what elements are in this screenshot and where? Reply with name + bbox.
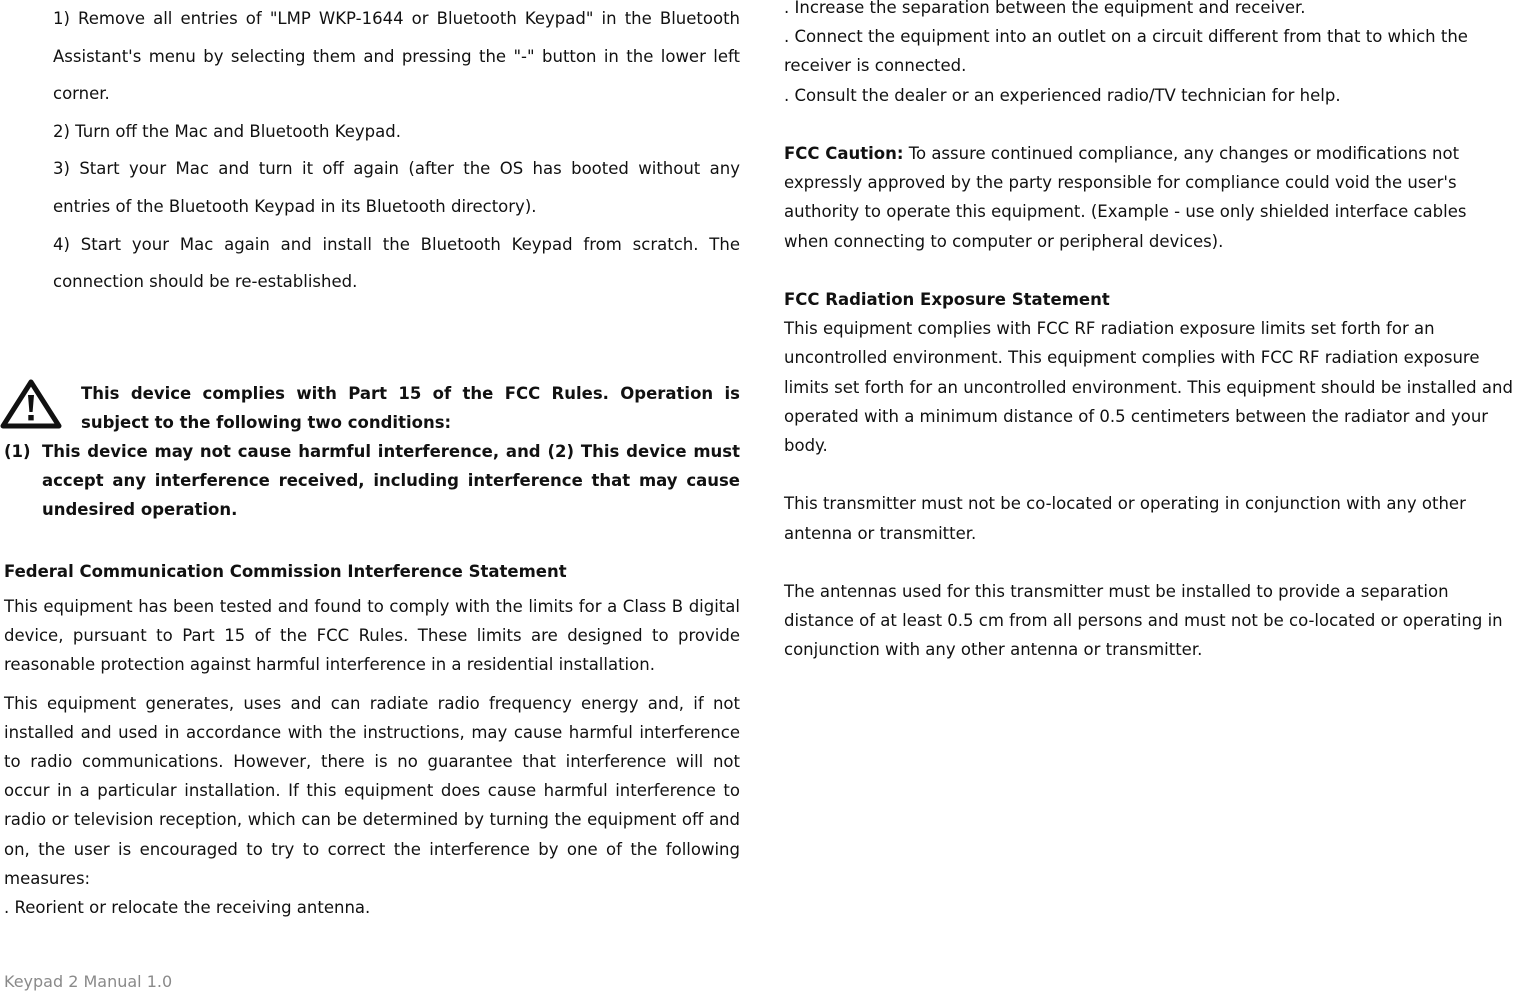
radiation-title: FCC Radiation Exposure Statement [784,290,1110,309]
fcc-caution-text: To assure continued compliance, any changes or modifications not expressly approved by the party responsible for compliance could void the user's authority to operate this equipment. (Example - use only shielded interface cables when connecting to computer or peripheral devices). [784,144,1467,251]
page-footer: Keypad 2 Manual 1.0 [4,972,173,991]
step-1: 1) Remove all entries of "LMP WKP-1644 or Bluetooth Keypad" in the Bluetooth Assistant's menu by selecting them and pressing the "-" button in the lower left corner. [53,9,740,104]
right-column [784,0,1513,665]
fcc-heading: This device complies with Part 15 of the FCC Rules. Operation is subject to the following two conditions: [81,384,740,432]
interference-statement [4,557,740,922]
fcc-caution-label: FCC Caution: [784,144,904,163]
measure-increase: . Increase the separation between the equipment and receiver. [784,0,1306,17]
reconnect-steps [0,0,740,301]
left-column [0,0,740,301]
fcc-caution [784,139,1513,256]
condition-number: (1) [4,442,31,461]
radiation-para-3: The antennas used for this transmitter must be installed to provide a separation distance of at least 0.5 cm from all persons and must not be co-located or operating in conjunction with any other antenna or transmitter. [784,582,1503,660]
step-4: 4) Start your Mac again and install the Bluetooth Keypad from scratch. The connection should be re-established. [53,234,740,292]
radiation-para-1: This equipment complies with FCC RF radiation exposure limits set forth for an uncontrolled environment. This equipment complies with FCC RF radiation exposure limits set forth for an uncontrolled environment. This equipment should be installed and operated with a minimum distance of 0.5 centimeters between the radiator and your body. [784,319,1513,456]
radiation-para-2: This transmitter must not be co-located or operating in conjunction with any other antenna or transmitter. [784,494,1466,543]
condition-text: This device may not cause harmful interference, and (2) This device must accept any interference received, including interference that may cause undesired operation. [42,442,740,519]
fcc-conditions [4,437,740,524]
step-2: 2) Turn off the Mac and Bluetooth Keypad. [53,121,401,141]
measure-consult: . Consult the dealer or an experienced radio/TV technician for help. [784,85,1341,105]
interference-para-2: This equipment generates, uses and can radiate radio frequency energy and, if not installed and used in accordance with the instructions, may cause harmful interference to radio communications. However, there is no guarantee that interference will not occur in a particular installation. If this equipment does cause harmful interference to radio or television reception, which can be determined by turning the equipment off and on, the user is encouraged to try to correct the interference by one of the following measures: [4,693,740,888]
measure-connect: . Connect the equipment into an outlet on a circuit different from that to which the receiver is connected. [784,27,1468,76]
measure-reorient: . Reorient or relocate the receiving antenna. [4,898,371,918]
warning-triangle-icon [0,379,62,429]
interference-para-1: This equipment has been tested and found to comply with the limits for a Class B digital device, pursuant to Part 15 of the FCC Rules. These limits are designed to provide reasonable protection against harmful interference in a residential installation. [4,597,740,675]
fcc-compliance-notice [0,379,740,524]
interference-title: Federal Communication Commission Interference Statement [4,562,567,581]
step-3: 3) Start your Mac and turn it off again (after the OS has booted without any entries of the Bluetooth Keypad in its Bluetooth directory). [53,159,740,216]
